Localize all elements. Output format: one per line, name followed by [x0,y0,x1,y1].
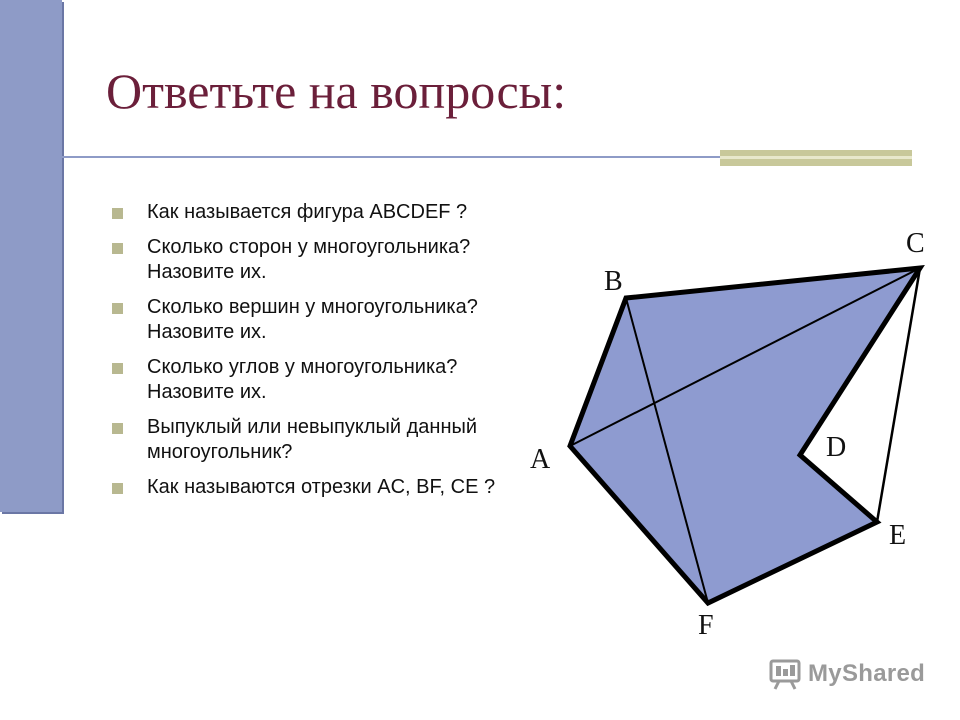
question-list [110,200,530,510]
watermark-logo [768,657,925,691]
presentation-board-icon [768,657,802,691]
vertex-label-f: F [698,610,714,641]
vertex-label-e: E [889,520,907,551]
square-bullet-icon [112,243,123,254]
vertex-label-b: B [604,266,623,297]
question-item [110,355,530,405]
vertex-label-c: C [906,228,925,259]
polygon-diagram [520,220,940,650]
question-text: Сколько сторон у многоугольника? Назовите их. [147,236,471,283]
question-text: Выпуклый или невыпуклый данный многоугольник? [147,416,478,463]
square-bullet-icon [112,483,123,494]
question-text: Как называется фигура ABCDEF ? [147,201,468,223]
side-accent-bar [0,0,62,512]
square-bullet-icon [112,423,123,434]
slide-title: Ответьте на вопросы: [106,63,567,119]
watermark-text: MyShared [808,660,926,687]
title-divider-accent [720,150,912,166]
question-item [110,475,530,500]
question-item [110,200,530,225]
vertex-label-d: D [826,432,847,463]
polygon-abcdef [570,268,920,603]
question-text: Сколько вершин у многоугольника? Назовите их. [147,296,478,343]
question-item [110,295,530,345]
question-item [110,235,530,285]
question-text: Сколько углов у многоугольника? Назовите их. [147,356,458,403]
question-item [110,415,530,465]
square-bullet-icon [112,363,123,374]
vertex-label-a: A [530,444,551,475]
square-bullet-icon [112,303,123,314]
question-text: Как называются отрезки AC, BF, CE ? [147,476,496,498]
square-bullet-icon [112,208,123,219]
